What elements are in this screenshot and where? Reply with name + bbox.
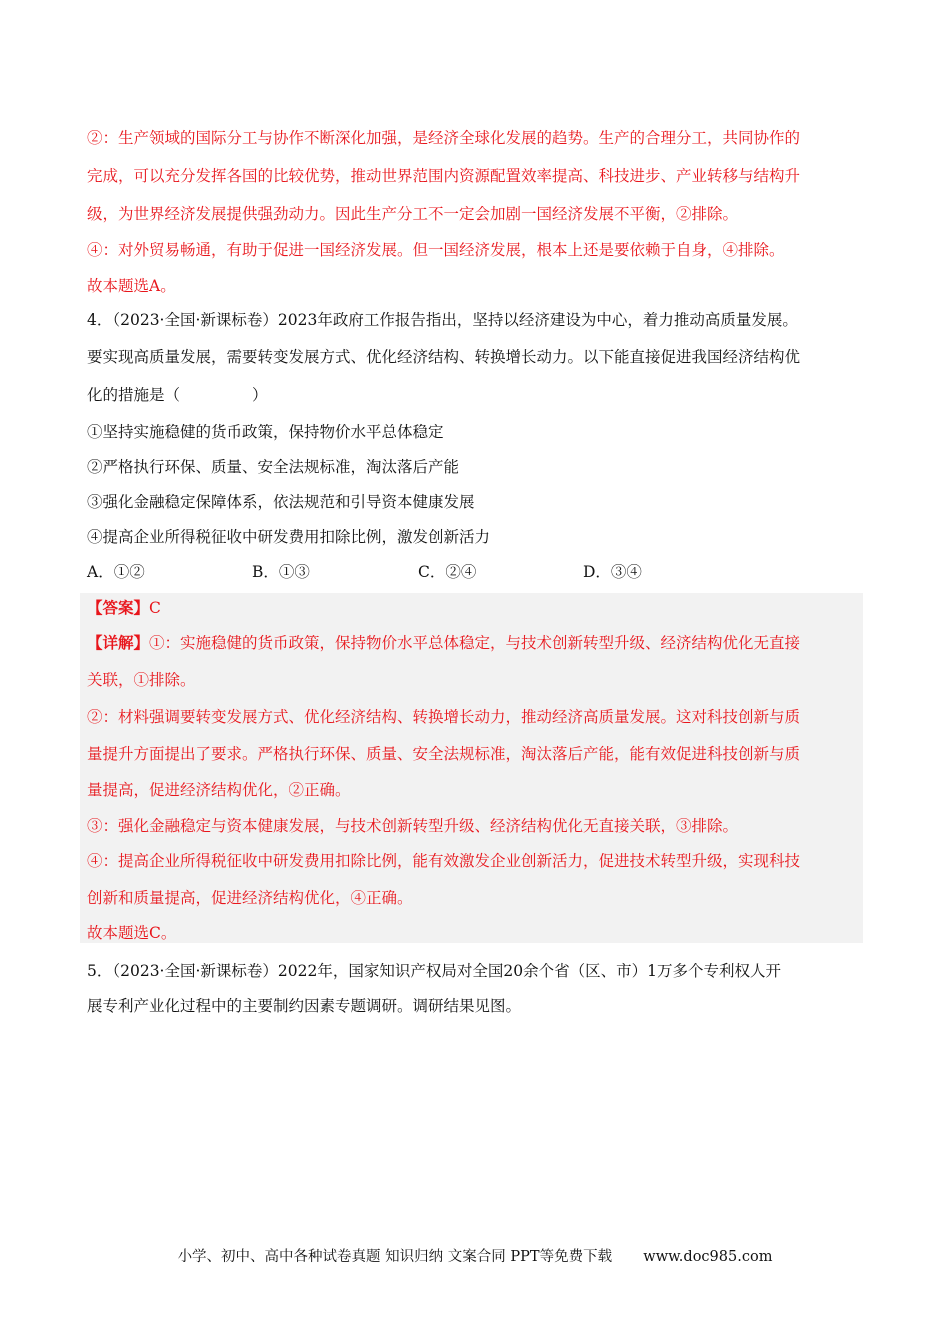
q4-stem: 要实现高质量发展，需要转变发展方式、优化经济结构、转换增长动力。以下能直接促进我国经济结构优 xyxy=(87,348,801,366)
q4-conclusion: 故本题选C。 xyxy=(87,924,177,942)
detail-label: 【详解】 xyxy=(87,633,150,652)
q4-option-a: A．①② xyxy=(87,563,145,581)
prev-explanation-line: 完成，可以充分发挥各国的比较优势，推动世界范围内资源配置效率提高、科技进步、产业转移与结构升 xyxy=(87,167,801,185)
detail-line: ④：提高企业所得税征收中研发费用扣除比例，能有效激发企业创新活力，促进技术转型升级，实现科技 xyxy=(87,852,801,870)
answer-value: C xyxy=(149,599,161,617)
detail-text: ①：实施稳健的货币政策，保持物价水平总体稳定，与技术创新转型升级、经济结构优化无直接 xyxy=(149,634,801,652)
prev-explanation-line: ②：生产领域的国际分工与协作不断深化加强，是经济全球化发展的趋势。生产的合理分工，共同协作的 xyxy=(87,129,801,147)
prev-explanation-line: ④：对外贸易畅通，有助于促进一国经济发展。但一国经济发展，根本上还是要依赖于自身，④排除。 xyxy=(87,241,785,259)
q4-stem: 4．（2023·全国·新课标卷）2023年政府工作报告指出，坚持以经济建设为中心，着力推动高质量发展。 xyxy=(87,311,798,329)
q4-option-d: D．③④ xyxy=(583,563,642,581)
detail-line xyxy=(87,633,800,653)
page-footer xyxy=(0,1245,950,1266)
footer-text: 小学、初中、高中各种试卷真题 知识归纳 文案合同 PPT等免费下载 xyxy=(177,1249,613,1265)
q4-stem xyxy=(87,385,268,405)
prev-conclusion: 故本题选A。 xyxy=(87,277,176,295)
q4-item: ③强化金融稳定保障体系，依法规范和引导资本健康发展 xyxy=(87,493,475,511)
detail-line: 量提升方面提出了要求。严格执行环保、质量、安全法规标准，淘汰落后产能，能有效促进科技创新与质 xyxy=(87,745,801,763)
q4-item: ②严格执行环保、质量、安全法规标准，淘汰落后产能 xyxy=(87,458,460,476)
answer-label: 【答案】 xyxy=(87,598,150,617)
q4-option-c: C．②④ xyxy=(418,563,477,581)
prev-explanation-line: 级，为世界经济发展提供强劲动力。因此生产分工不一定会加剧一国经济发展不平衡，②排除。 xyxy=(87,205,739,223)
q4-stem-suffix: ） xyxy=(252,386,268,404)
detail-line: 创新和质量提高，促进经济结构优化，④正确。 xyxy=(87,889,413,907)
q4-option-b: B．①③ xyxy=(252,563,310,581)
q4-item: ④提高企业所得税征收中研发费用扣除比例，激发创新活力 xyxy=(87,528,491,546)
footer-site: www.doc985.com xyxy=(643,1249,773,1265)
q5-stem: 展专利产业化过程中的主要制约因素专题调研。调研结果见图。 xyxy=(87,997,522,1015)
q5-stem: 5．（2023·全国·新课标卷）2022年，国家知识产权局对全国20余个省（区、市）1万多个专利权人开 xyxy=(87,962,781,980)
q4-item: ①坚持实施稳健的货币政策，保持物价水平总体稳定 xyxy=(87,423,444,441)
detail-line: ②：材料强调要转变发展方式、优化经济结构、转换增长动力，推动经济高质量发展。这对科技创新与质 xyxy=(87,708,801,726)
detail-line: ③：强化金融稳定与资本健康发展，与技术创新转型升级、经济结构优化无直接关联，③排除。 xyxy=(87,817,739,835)
answer-line xyxy=(87,598,161,618)
detail-line: 关联，①排除。 xyxy=(87,671,196,689)
detail-line: 量提高，促进经济结构优化，②正确。 xyxy=(87,781,351,799)
q4-stem-prefix: 化的措施是（ xyxy=(87,386,181,404)
